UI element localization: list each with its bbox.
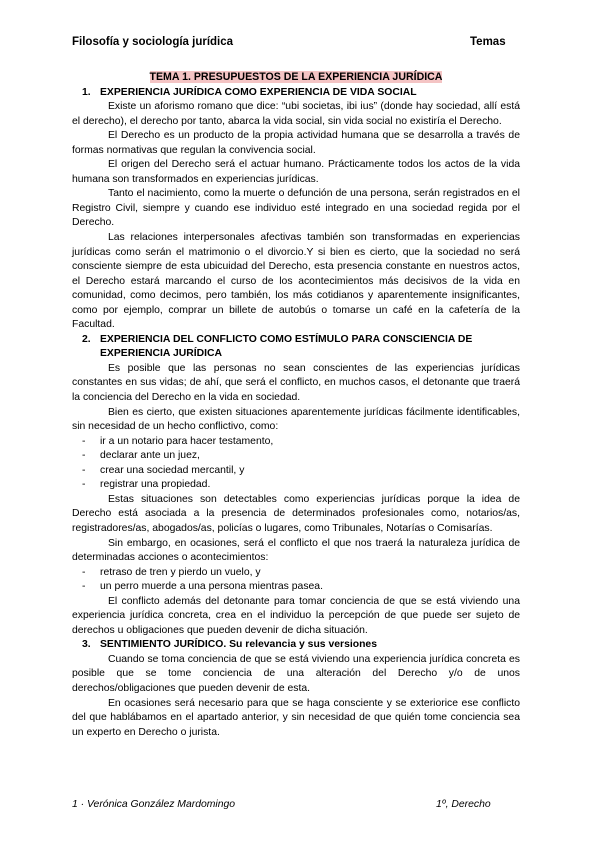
paragraph: Es posible que las personas no sean conscientes de las experiencias jurídicas constantes en sus vidas; de ahí, que será el conflicto, en muchos casos, el detonante que traerá la conciencia del Derecho en la vida en sociedad. <box>72 362 520 404</box>
paragraph: El Derecho es un producto de la propia actividad humana que se desarrolla a través de formas normativas que regulan la convivencia social. <box>72 130 520 156</box>
footer-course: 1º, Derecho <box>436 799 491 810</box>
section-2-heading <box>72 333 520 362</box>
document-title <box>72 70 520 85</box>
paragraph: En ocasiones será necesario para que se haga consciente y se exteriorice ese conflicto del que hablábamos en el apartado anterior, y sin necesidad de que quién tome conciencia sea un experto en Derecho o jurista. <box>72 697 520 738</box>
list-item-text: retraso de tren y pierdo un vuelo, y <box>100 566 261 578</box>
list-item: - declarar ante un juez, <box>72 449 520 464</box>
list-item-text: un perro muerde a una persona mientras pasea. <box>100 581 323 593</box>
footer-page-author: 1 · Verónica González Mardomingo <box>72 799 236 810</box>
list-item-text: registrar una propiedad. <box>100 479 211 491</box>
paragraph: Bien es cierto, que existen situaciones aparentemente jurídicas fácilmente identificables, sin necesidad de un hecho conflictivo, como: <box>72 406 520 433</box>
header-subject: Filosofía y sociología jurídica <box>72 36 234 48</box>
document-title-text: TEMA 1. PRESUPUESTOS DE LA EXPERIENCIA JURÍDICA <box>149 71 443 83</box>
list-item-text: crear una sociedad mercantil, y <box>100 464 245 476</box>
list-item: - crear una sociedad mercantil, y <box>72 464 520 479</box>
header-section: Temas <box>470 36 506 48</box>
section-heading-text: EXPERIENCIA DEL CONFLICTO COMO ESTÍMULO PARA CONSCIENCIA DE EXPERIENCIA JURÍDICA <box>100 333 473 360</box>
section-1-heading <box>72 86 520 101</box>
list-item-text: ir a un notario para hacer testamento, <box>100 435 274 447</box>
document-body <box>72 70 520 740</box>
list-item: - retraso de tren y pierdo un vuelo, y <box>72 566 520 581</box>
section-heading-text: EXPERIENCIA JURÍDICA COMO EXPERIENCIA DE VIDA SOCIAL <box>100 86 417 98</box>
list-item: - ir a un notario para hacer testamento, <box>72 435 520 450</box>
paragraph: Tanto el nacimiento, como la muerte o defunción de una persona, serán registrados en el Registro Civil, siempre y cuando ese individuo esté integrado en una sociedad regida por el Derecho. <box>72 188 520 229</box>
conflict-examples-list <box>72 566 520 595</box>
paragraph: El conflicto además del detonante para tomar conciencia de que se está viviendo una experiencia jurídica concreta, crea en el individuo la percepción de que puede ser sujeto de derechos u obligaciones que pueden devenir de dicha situación. <box>72 595 520 636</box>
paragraph: Sin embargo, en ocasiones, será el conflicto el que nos traerá la naturaleza jurídica de determinadas acciones o acontecimientos: <box>72 537 520 564</box>
section-number: 2. <box>82 333 91 345</box>
examples-list <box>72 435 520 493</box>
paragraph: Existe un aforismo romano que dice: “ubi societas, ibi ius” (donde hay sociedad, allí está el derecho), el derecho por tanto, abarca la vida social, sin vida social no existiría el Derecho. <box>72 101 520 127</box>
section-heading-text: SENTIMIENTO JURÍDICO. Su relevancia y sus versiones <box>100 639 377 651</box>
paragraph: Cuando se toma conciencia de que se está viviendo una experiencia jurídica concreta es posible que se tome conciencia de una alteración del Derecho y/o de unos derechos/obligaciones que pueden devenir de esta. <box>72 653 520 694</box>
paragraph: El origen del Derecho será el actuar humano. Prácticamente todos los actos de la vida humana son transformados en experiencias jurídicas. <box>72 159 520 185</box>
paragraph: Las relaciones interpersonales afectivas también son transformadas en experiencias jurídicas como serán el matrimonio o el divorcio.Y si bien es cierto, que la sociedad no será consciente siempre de esta ubicuidad del Derecho, esta presencia constante en nuestros actos, el Derecho estará marcando el curso de los acontecimientos más decisivos de la vida en comunidad, como decimos, pero también, los más cotidianos y aparentemente insignificantes, como por ejemplo, comprar un billete de autobús o tomarse un café en la cafetería de la Facultad. <box>72 232 520 331</box>
paragraph: Estas situaciones son detectables como experiencias jurídicas porque la idea de Derecho está asociada a la presencia de determinados profesionales como, notarios/as, registradores/as, abogados/as, policías o lugares, como Tribunales, Notarías o Comisarías. <box>72 493 520 534</box>
list-item: - un perro muerde a una persona mientras pasea. <box>72 580 520 595</box>
section-3-heading <box>72 638 520 653</box>
list-item: - registrar una propiedad. <box>72 478 520 493</box>
list-item-text: declarar ante un juez, <box>100 450 200 462</box>
section-number: 1. <box>82 86 91 98</box>
section-number: 3. <box>82 639 91 651</box>
